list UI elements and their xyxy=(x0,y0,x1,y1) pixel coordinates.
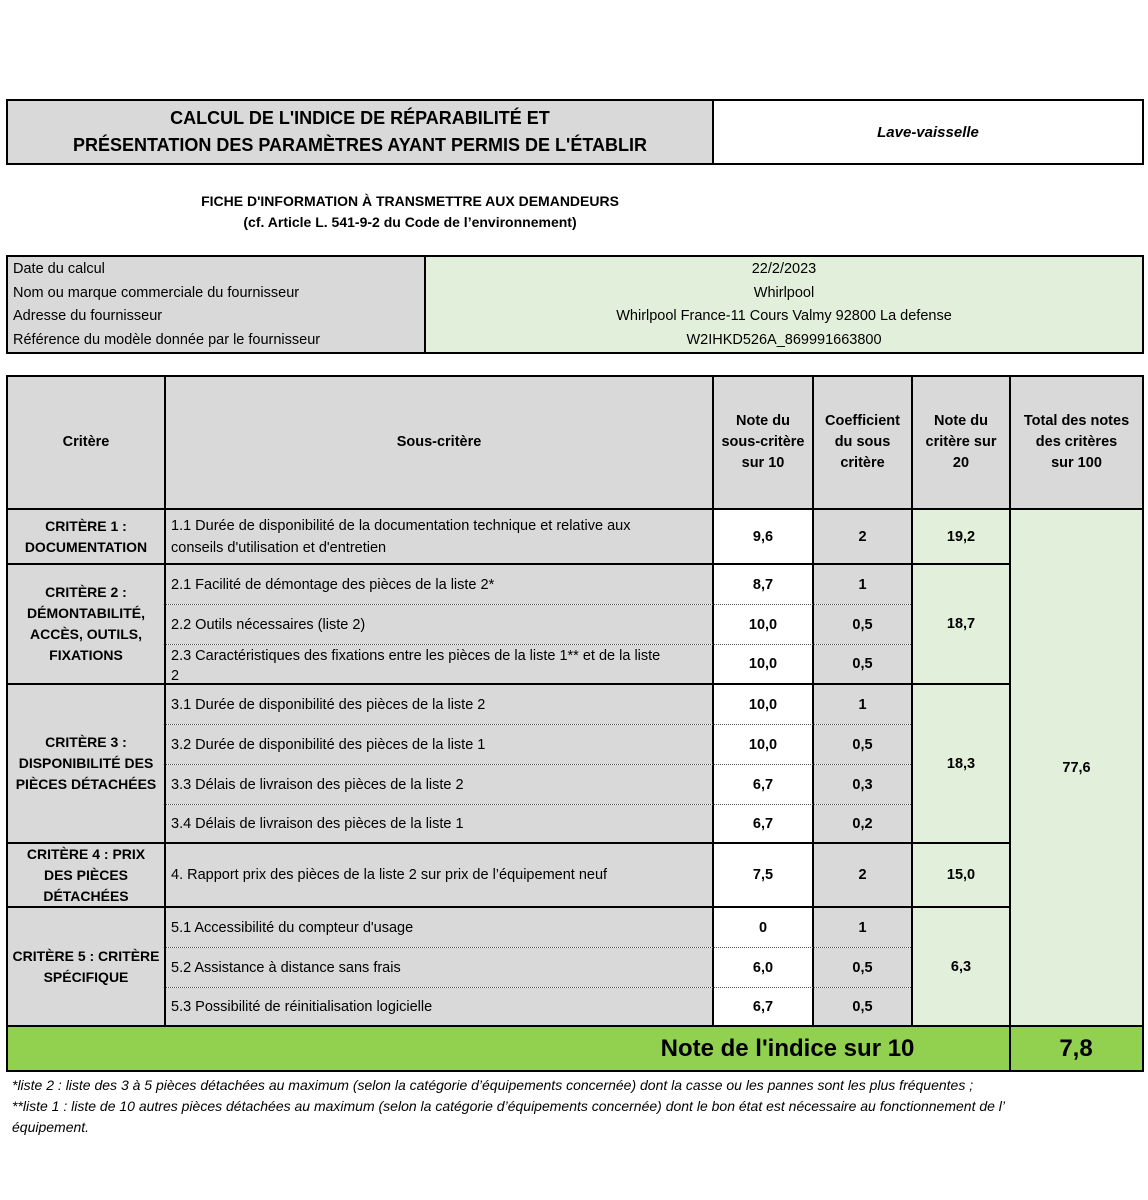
info-value: W2IHKD526A_869991663800 xyxy=(426,328,1142,352)
sub-criterion-5-2: 5.2 Assistance à distance sans frais xyxy=(166,948,712,987)
note-3-1: 10,0 xyxy=(714,685,812,724)
note-5-1: 0 xyxy=(714,908,812,947)
coef-3-1: 1 xyxy=(814,685,911,724)
criterion-3-name: CRITÈRE 3 : DISPONIBILITÉ DES PIÈCES DÉTACHÉES xyxy=(8,685,164,842)
footnote-liste-1 xyxy=(12,1096,1142,1138)
footnote-liste-1-line-1: **liste 1 : liste de 10 autres pièces détachées au maximum (selon la catégorie d’équipements concernée) dont le bon état est nécessaire au fonctionnement de l’ xyxy=(12,1098,1006,1114)
criterion-1-name: CRITÈRE 1 : DOCUMENTATION xyxy=(8,510,164,563)
coef-3-3: 0,3 xyxy=(814,765,911,804)
criterion-4-name: CRITÈRE 4 : PRIX DES PIÈCES DÉTACHÉES xyxy=(8,844,164,906)
coef-2-3: 0,5 xyxy=(814,645,911,683)
note-4: 7,5 xyxy=(714,844,812,906)
sub-criterion-1-1: 1.1 Durée de disponibilité de la documentation technique et relative aux conseils d'utilisation et d'entretien xyxy=(166,510,712,563)
criterion-2-name: CRITÈRE 2 : DÉMONTABILITÉ, ACCÈS, OUTILS, FIXATIONS xyxy=(8,565,164,683)
product-type-label: Lave-vaisselle xyxy=(877,123,979,141)
note-3-2: 10,0 xyxy=(714,725,812,764)
criterion-2-score: 18,7 xyxy=(913,565,1009,683)
note-5-2: 6,0 xyxy=(714,948,812,987)
coef-3-4: 0,2 xyxy=(814,805,911,842)
coef-5-2: 0,5 xyxy=(814,948,911,987)
sub-criterion-3-1: 3.1 Durée de disponibilité des pièces de la liste 2 xyxy=(166,685,712,724)
title-line-2: PRÉSENTATION DES PARAMÈTRES AYANT PERMIS DE L'ÉTABLIR xyxy=(72,135,647,155)
coef-2-2: 0,5 xyxy=(814,605,911,644)
criterion-5-score: 6,3 xyxy=(913,908,1009,1025)
info-value: 22/2/2023 xyxy=(426,257,1142,281)
criterion-5-name: CRITÈRE 5 : CRITÈRE SPÉCIFIQUE xyxy=(8,908,164,1025)
coef-5-3: 0,5 xyxy=(814,988,911,1025)
note-3-3: 6,7 xyxy=(714,765,812,804)
col-header-note-critere: Note du critère sur 20 xyxy=(913,377,1009,508)
col-header-total: Total des notes des critères sur 100 xyxy=(1011,377,1142,508)
coef-4: 2 xyxy=(814,844,911,906)
sub-criterion-3-4: 3.4 Délais de livraison des pièces de la liste 1 xyxy=(166,805,712,842)
coef-1-1: 2 xyxy=(814,510,911,563)
fiche-line-1: FICHE D'INFORMATION À TRANSMETTRE AUX DEMANDEURS xyxy=(201,193,619,209)
info-value: Whirlpool xyxy=(426,281,1142,305)
info-label: Référence du modèle donnée par le fournisseur xyxy=(8,328,426,352)
index-value: 7,8 xyxy=(1059,1034,1093,1062)
col-header-coefficient: Coefficient du sous critère xyxy=(814,377,911,508)
note-2-2: 10,0 xyxy=(714,605,812,644)
col-header-critere: Critère xyxy=(8,377,164,508)
col-header-sous-critere: Sous-critère xyxy=(166,377,712,508)
coef-5-1: 1 xyxy=(814,908,911,947)
criterion-1-score: 19,2 xyxy=(913,510,1009,563)
sub-criterion-5-3: 5.3 Possibilité de réinitialisation logicielle xyxy=(166,988,712,1025)
note-3-4: 6,7 xyxy=(714,805,812,842)
sub-criterion-4: 4. Rapport prix des pièces de la liste 2 sur prix de l’équipement neuf xyxy=(166,844,712,906)
note-2-3: 10,0 xyxy=(714,645,812,683)
sub-criterion-3-2: 3.2 Durée de disponibilité des pièces de la liste 1 xyxy=(166,725,712,764)
sub-criterion-5-1: 5.1 Accessibilité du compteur d'usage xyxy=(166,908,712,947)
footnote-liste-1-line-2: équipement. xyxy=(12,1119,90,1135)
col-header-note-sous-critere: Note du sous-critère sur 10 xyxy=(714,377,812,508)
note-5-3: 6,7 xyxy=(714,988,812,1025)
info-label: Date du calcul xyxy=(8,257,426,281)
fiche-line-2: (cf. Article L. 541-9-2 du Code de l’environnement) xyxy=(243,214,577,230)
info-value: Whirlpool France-11 Cours Valmy 92800 La defense xyxy=(426,305,1142,329)
sub-criterion-2-3: 2.3 Caractéristiques des fixations entre les pièces de la liste 1** et de la liste 2 xyxy=(166,645,712,683)
footnote-liste-2: *liste 2 : liste des 3 à 5 pièces détachées au maximum (selon la catégorie d’équipements concernée) dont la casse ou les pannes sont les plus fréquentes ; xyxy=(12,1077,974,1093)
sub-criterion-2-1: 2.1 Facilité de démontage des pièces de la liste 2* xyxy=(166,565,712,604)
coef-3-2: 0,5 xyxy=(814,725,911,764)
title-line-1: CALCUL DE L'INDICE DE RÉPARABILITÉ ET xyxy=(170,108,550,128)
sub-criterion-3-3: 3.3 Délais de livraison des pièces de la liste 2 xyxy=(166,765,712,804)
coef-2-1: 1 xyxy=(814,565,911,604)
criterion-3-score: 18,3 xyxy=(913,685,1009,842)
total-score-100: 77,6 xyxy=(1011,510,1142,1025)
sub-criterion-2-2: 2.2 Outils nécessaires (liste 2) xyxy=(166,605,712,644)
table-border xyxy=(6,375,1144,1027)
criterion-4-score: 15,0 xyxy=(913,844,1009,906)
info-label: Adresse du fournisseur xyxy=(8,305,426,329)
note-1-1: 9,6 xyxy=(714,510,812,563)
note-2-1: 8,7 xyxy=(714,565,812,604)
info-label: Nom ou marque commerciale du fournisseur xyxy=(8,281,426,305)
index-label: Note de l'indice sur 10 xyxy=(660,1034,915,1062)
